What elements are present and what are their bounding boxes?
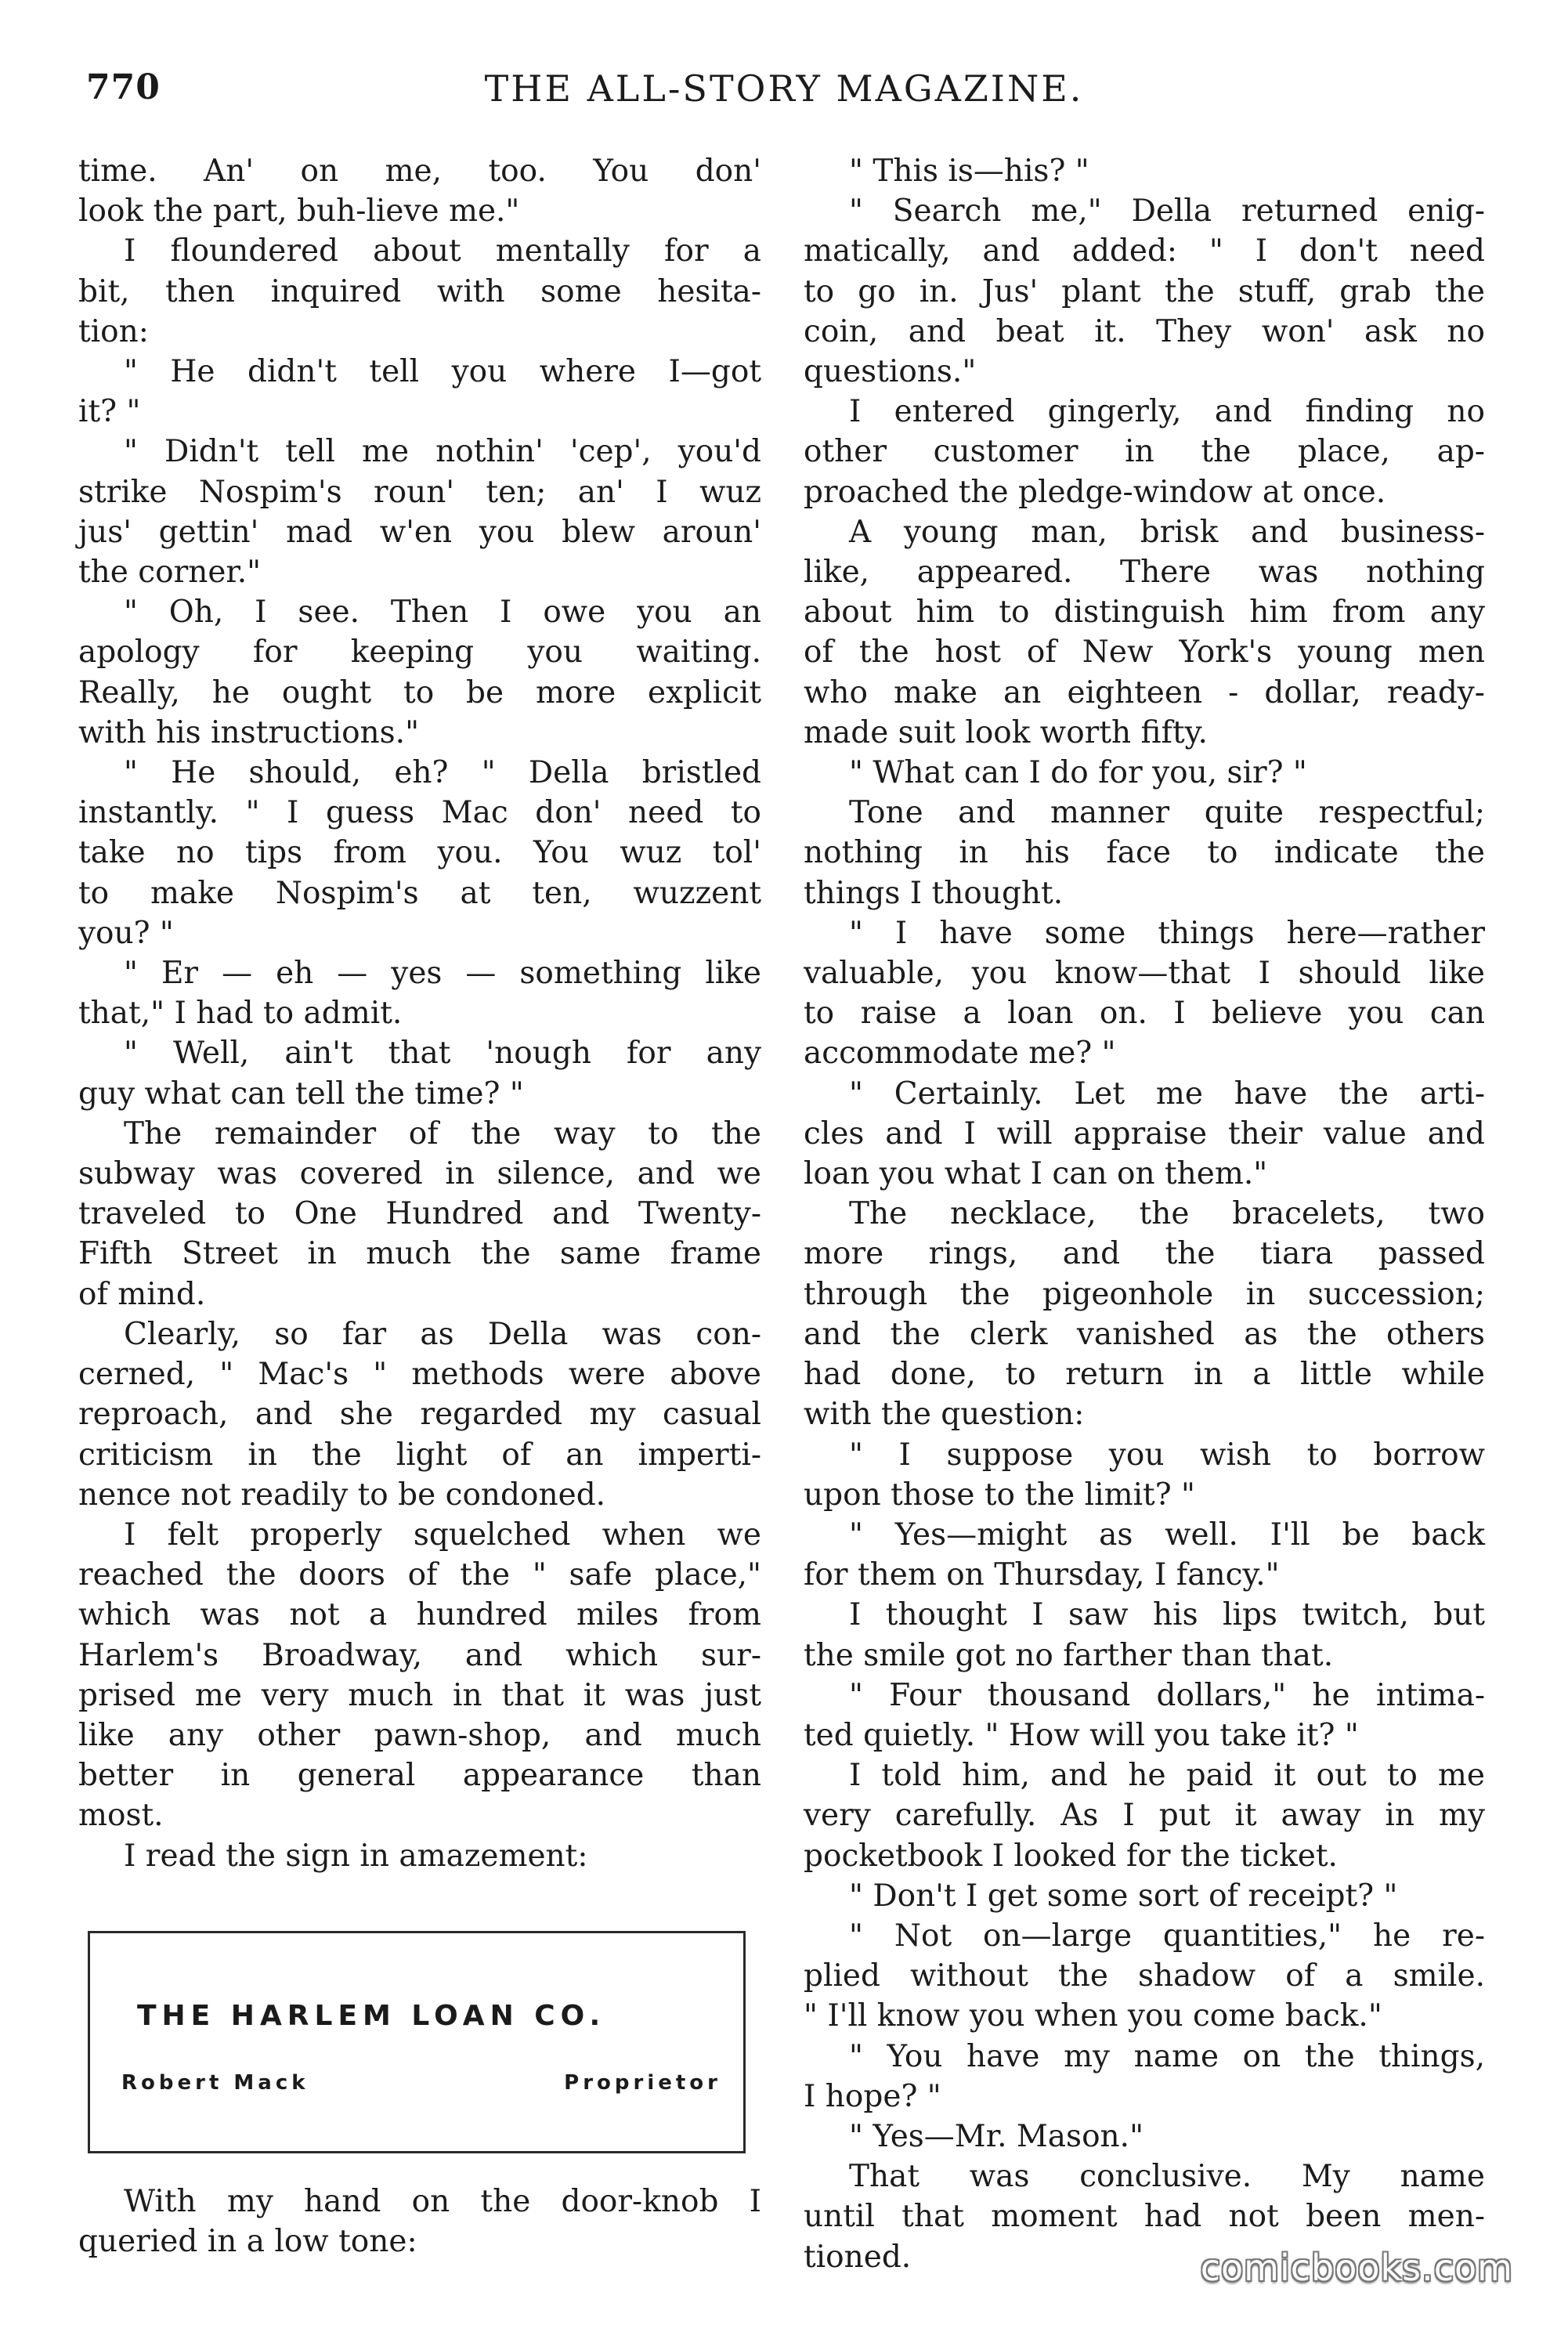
paragraph: [78, 352, 761, 432]
text-line: that," I had to admit.: [78, 996, 403, 1032]
text-line: pocketbook I looked for the ticket.: [804, 1838, 1338, 1874]
paragraph: [804, 151, 1485, 191]
text-line: strike Nospim's roun' ten; an' I wuz: [78, 474, 761, 510]
text-line: like, appeared. There was nothing: [804, 555, 1485, 591]
text-line: That was conclusive. My name: [849, 2159, 1485, 2195]
text-line: matically, and added: " I don't need: [804, 233, 1485, 269]
page-number: 770: [86, 67, 161, 107]
paragraph: [78, 151, 761, 231]
text-line: I floundered about mentally for a: [124, 233, 761, 269]
paragraph: [78, 1033, 761, 1113]
text-line: " Not on—large quantities," he re-: [849, 1918, 1485, 1954]
text-line: " Well, ain't that 'nough for any: [124, 1036, 761, 1072]
text-line: The necklace, the bracelets, two: [849, 1196, 1485, 1232]
text-line: " What can I do for you, sir? ": [849, 755, 1307, 791]
text-line: " Yes—might as well. I'll be back: [849, 1517, 1485, 1553]
text-line: " Search me," Della returned enig-: [849, 193, 1485, 230]
paragraph: [804, 392, 1485, 512]
text-line: I thought I saw his lips twitch, but: [849, 1597, 1485, 1633]
text-line: subway was covered in silence, and we: [78, 1156, 761, 1192]
sign-title: Proprietor: [564, 2070, 721, 2095]
text-line: take no tips from you. You wuz tol': [78, 835, 761, 871]
text-line: of mind.: [78, 1276, 206, 1312]
text-line: I hope? ": [804, 2078, 941, 2114]
paragraph: [804, 753, 1485, 793]
paragraph: [804, 1755, 1485, 1876]
text-line: " Didn't tell me nothin' 'cep', you'd: [124, 434, 761, 470]
text-line: of the host of New York's young men: [804, 634, 1485, 671]
text-line: cles and I will appraise their value and: [804, 1115, 1485, 1152]
paragraph: [78, 1314, 761, 1515]
paragraph: [804, 1194, 1485, 1434]
text-line: guy what can tell the time? ": [78, 1076, 524, 1112]
text-line: for them on Thursday, I fancy.": [804, 1557, 1280, 1593]
text-line: I read the sign in amazement:: [124, 1838, 588, 1874]
text-line: tioned.: [804, 2239, 912, 2275]
text-line: " I have some things here—rather: [849, 915, 1485, 951]
paragraph: [78, 432, 761, 592]
text-line: loan you what I can on them.": [804, 1156, 1268, 1192]
text-line: like any other pawn-shop, and much: [78, 1717, 761, 1753]
watermark-logo: comicbooks.com: [1200, 2247, 1513, 2289]
text-line: instantly. " I guess Mac don' need to: [78, 795, 761, 831]
paragraph: [804, 191, 1485, 392]
text-line: criticism in the light of an imperti-: [78, 1437, 761, 1473]
text-line: time. An' on me, too. You don': [78, 154, 761, 189]
running-head: THE ALL-STORY MAGAZINE.: [484, 67, 1084, 110]
paragraph: [804, 1074, 1485, 1195]
text-line: made suit look worth fifty.: [804, 714, 1208, 750]
text-line: the smile got no farther than that.: [804, 1637, 1334, 1673]
text-line: " I'll know you when you come back.": [804, 1998, 1382, 2034]
text-line: I felt properly squelched when we: [124, 1517, 761, 1553]
text-line: very carefully. As I put it away in my: [804, 1798, 1485, 1834]
text-line: plied without the shadow of a smile.: [804, 1958, 1485, 1994]
text-line: coin, and beat it. They won' ask no: [804, 313, 1485, 349]
text-line: about him to distinguish him from any: [804, 595, 1485, 631]
text-line: and the clerk vanished as the others: [804, 1316, 1485, 1352]
text-line: to make Nospim's at ten, wuzzent: [78, 875, 761, 911]
paragraph: [78, 2182, 761, 2261]
text-line: upon those to the limit? ": [804, 1477, 1195, 1513]
paragraph: [804, 1595, 1485, 1675]
text-line: Fifth Street in much the same frame: [78, 1236, 761, 1272]
text-line: ted quietly. " How will you take it? ": [804, 1717, 1359, 1753]
text-line: " Er — eh — yes — something like: [124, 956, 761, 992]
text-line: questions.": [804, 354, 977, 390]
paragraph: [804, 793, 1485, 913]
text-line: Harlem's Broadway, and which sur-: [78, 1637, 761, 1673]
text-line: better in general appearance than: [78, 1758, 761, 1794]
text-line: I told him, and he paid it out to me: [849, 1758, 1485, 1794]
text-line: the corner.": [78, 555, 262, 591]
text-line: with the question:: [804, 1397, 1085, 1433]
text-line: " Four thousand dollars," he intima-: [849, 1677, 1485, 1713]
shop-sign: [88, 1931, 746, 2153]
text-line: nothing in his face to indicate the: [804, 835, 1485, 871]
paragraph: [78, 753, 761, 953]
text-line: " He didn't tell you where I—got: [124, 354, 761, 390]
paragraph: [804, 913, 1485, 1074]
text-line: most.: [78, 1798, 164, 1834]
text-line: traveled to One Hundred and Twenty-: [78, 1196, 761, 1232]
paragraph: [804, 1676, 1485, 1755]
text-line: " I suppose you wish to borrow: [849, 1437, 1485, 1473]
text-line: " Certainly. Let me have the arti-: [849, 1076, 1485, 1112]
text-line: proached the pledge-window at once.: [804, 474, 1386, 510]
paragraph: [78, 1836, 761, 1876]
text-line: With my hand on the door-knob I: [124, 2183, 761, 2219]
paragraph: [804, 1515, 1485, 1595]
text-line: jus' gettin' mad w'en you blew aroun': [78, 514, 761, 550]
text-line: apology for keeping you waiting.: [78, 634, 761, 671]
sign-owner: Robert Mack: [121, 2070, 309, 2095]
right-column: [804, 151, 1485, 2277]
text-line: Really, he ought to be more explicit: [78, 674, 761, 710]
text-line: bit, then inquired with some hesita-: [78, 273, 761, 309]
text-line: prised me very much in that it was just: [78, 1677, 761, 1713]
text-line: queried in a low tone:: [78, 2223, 417, 2259]
text-line: The remainder of the way to the: [124, 1115, 761, 1152]
text-line: valuable, you know—that I should like: [804, 956, 1485, 992]
paragraph: [78, 592, 761, 753]
text-line: with his instructions.": [78, 714, 420, 750]
text-line: I entered gingerly, and finding no: [849, 394, 1485, 430]
text-line: tion:: [78, 313, 149, 349]
paragraph: [78, 231, 761, 352]
text-line: nence not readily to be condoned.: [78, 1477, 606, 1513]
paragraph: [804, 1916, 1485, 2037]
sign-company: THE HARLEM LOAN CO.: [137, 1999, 606, 2032]
text-line: accommodate me? ": [804, 1036, 1116, 1072]
text-line: you? ": [78, 915, 174, 951]
text-line: to go in. Jus' plant the stuff, grab the: [804, 273, 1485, 309]
text-line: cerned, " Mac's " methods were above: [78, 1357, 761, 1393]
text-line: " Don't I get some sort of receipt? ": [849, 1878, 1398, 1914]
paragraph: [78, 1515, 761, 1836]
text-line: it? ": [78, 394, 141, 430]
text-line: " He should, eh? " Della bristled: [124, 755, 761, 791]
paragraph: [804, 1435, 1485, 1515]
paragraph: [804, 1876, 1485, 1916]
paragraph: [804, 512, 1485, 753]
text-line: until that moment had not been men-: [804, 2199, 1485, 2235]
text-line: " Yes—Mr. Mason.": [849, 2118, 1144, 2154]
text-line: had done, to return in a little while: [804, 1357, 1485, 1393]
text-line: through the pigeonhole in succession;: [804, 1276, 1485, 1312]
text-line: Clearly, so far as Della was con-: [124, 1316, 761, 1352]
text-line: other customer in the place, ap-: [804, 434, 1485, 470]
left-column: [78, 151, 761, 2261]
text-line: who make an eighteen - dollar, ready-: [804, 674, 1485, 710]
text-line: " This is—his? ": [849, 154, 1089, 189]
text-line: Tone and manner quite respectful;: [849, 795, 1485, 831]
paragraph: [804, 2037, 1485, 2117]
paragraph: [78, 1114, 761, 1314]
text-line: look the part, buh-lieve me.": [78, 193, 520, 230]
text-line: reached the doors of the " safe place,": [78, 1557, 761, 1593]
text-line: things I thought.: [804, 875, 1064, 911]
text-line: " Oh, I see. Then I owe you an: [124, 595, 761, 631]
text-line: more rings, and the tiara passed: [804, 1236, 1485, 1272]
text-line: which was not a hundred miles from: [78, 1597, 761, 1633]
text-line: A young man, brisk and business-: [849, 514, 1485, 550]
text-line: reproach, and she regarded my casual: [78, 1397, 761, 1433]
paragraph: [804, 2117, 1485, 2157]
paragraph: [78, 953, 761, 1033]
text-line: to raise a loan on. I believe you can: [804, 996, 1485, 1032]
text-line: " You have my name on the things,: [849, 2038, 1485, 2074]
